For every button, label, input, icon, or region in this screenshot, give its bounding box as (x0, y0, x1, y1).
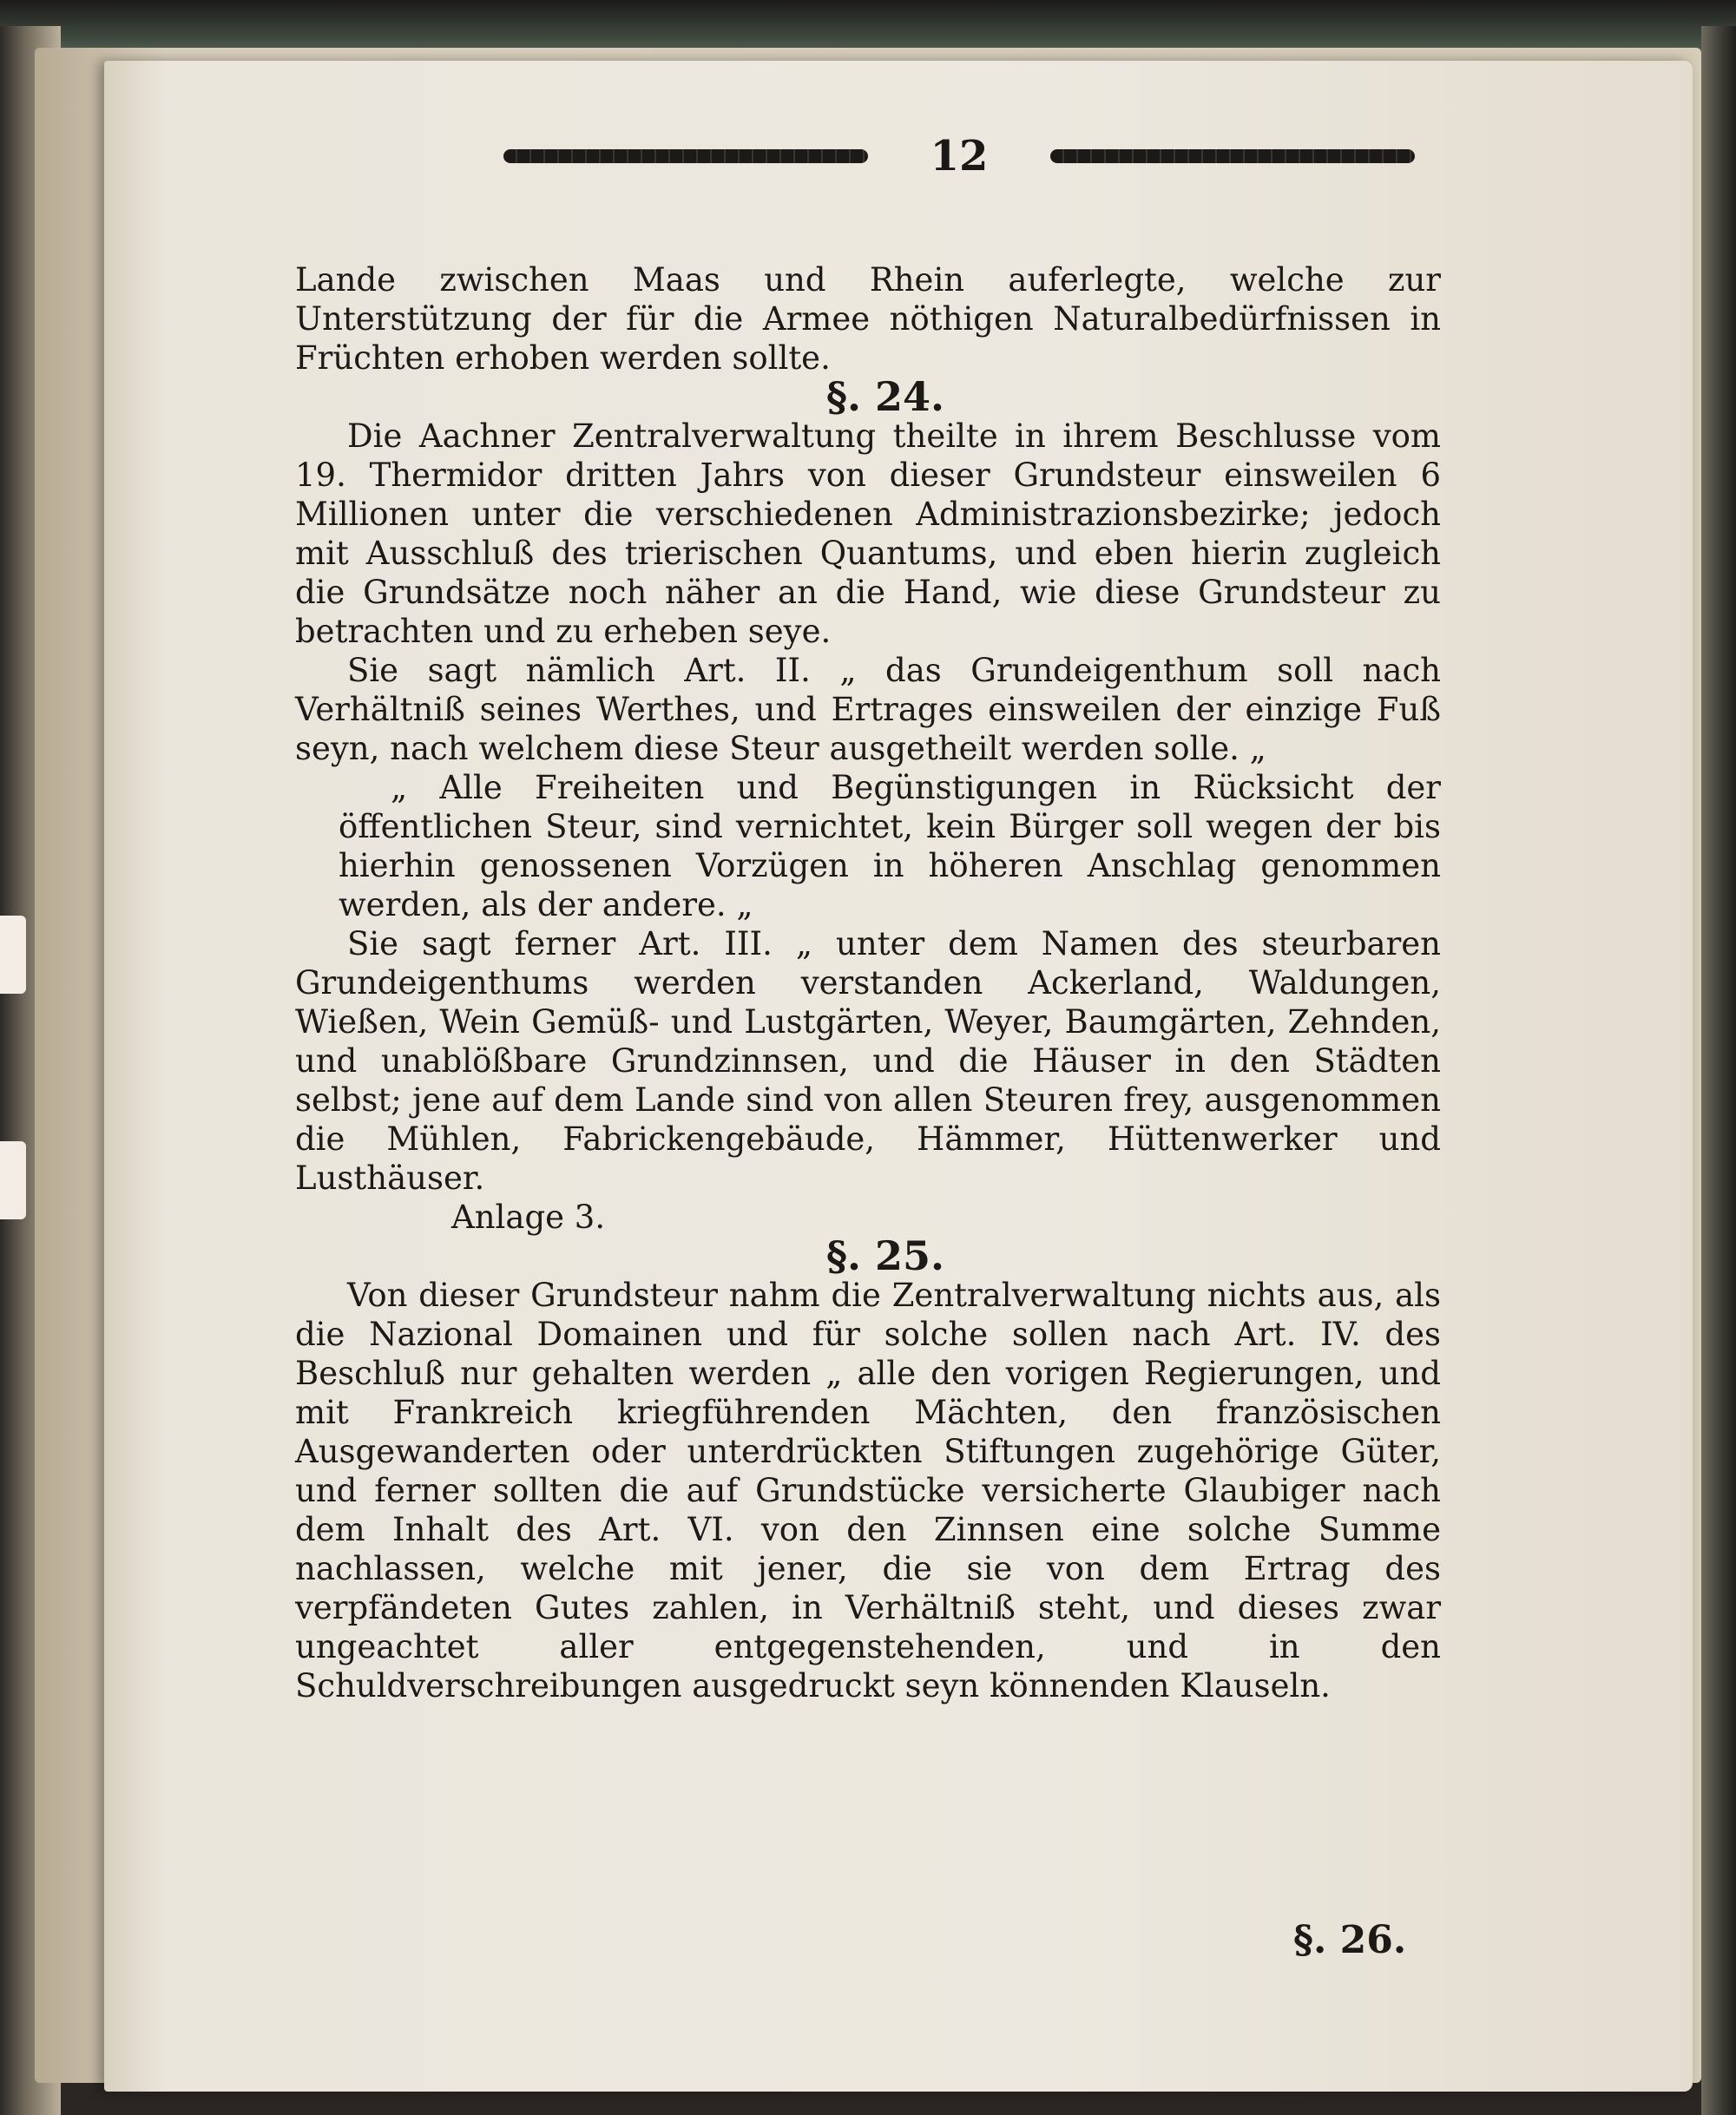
page-tab-marker (0, 916, 26, 994)
page-body (295, 260, 1441, 1705)
page-tab-marker (0, 1141, 26, 1219)
paragraph-exemptions: Von dieser Grundsteur nahm die Zentralverwaltung nichts aus, als die Nazional Domainen und für solche sollen nach Art. IV. des Beschluß nur gehalten werden „ alle den vorigen Regierungen, und mit Frankreich kriegführenden Mächten, den französischen Ausgewanderten oder unterdrückten Stiftungen zugehörige Güter, und ferner sollten die auf Grundstücke versicherte Glaubiger nach dem Inhalt des Art. VI. von den Zinnsen eine solche Summe nachlassen, welche mit jener, die sie von dem Ertrag des verpfändeten Gutes zahlen, in Verhältniß steht, und dieses zwar ungeachtet aller entgegenstehenden, und in den Schuldverschreibungen ausgedruckt seyn könnenden Klauseln. (295, 1277, 1441, 1704)
catchword: §. 26. (1293, 1918, 1407, 1962)
header-rule-right (1050, 149, 1415, 163)
header-rule-left (503, 149, 868, 163)
paragraph-article-3: Sie sagt ferner Art. III. „ unter dem Namen des steurbaren Grundeigenthums werden verstanden Ackerland, Waldungen, Wießen, Wein Gemüß- und Lustgärten, Weyer, Baumgärten, Zehnden, und unablößbare Grundzinnsen, und die Häuser in den Städten selbst; jene auf dem Lande sind von allen Steuren frey, ausgenommen die Mühlen, Fabrickengebäude, Hämmer, Hüttenwerker und Lusthäuser. (295, 925, 1441, 1197)
paragraph-zentralverwaltung: Die Aachner Zentralverwaltung theilte in ihrem Beschlusse vom 19. Thermidor dritten Jahrs von dieser Grundsteur einsweilen 6 Millionen unter die verschiedenen Administrazionsbezirke; jedoch mit Ausschluß des trierischen Quantums, und eben hierin zugleich die Grundsätze noch näher an die Hand, wie diese Grundsteur zu betrachten und zu erheben seye. (295, 417, 1441, 650)
page-number: 12 (930, 132, 989, 181)
book-right-edge (1701, 26, 1736, 2115)
paragraph-continuation: Lande zwischen Maas und Rhein auferlegte, welche zur Unterstützung der für die Armee nöthigen Naturalbedürfnissen in Früchten erhoben werden sollte. (295, 261, 1441, 377)
paragraph-article-2: Sie sagt nämlich Art. II. „ das Grundeigenthum soll nach Verhältniß seines Werthes, und Ertrages einsweilen der einzige Fuß seyn, nach welchem diese Steur ausgetheilt werden solle. „ (295, 652, 1441, 767)
paragraph-freiheiten: „ Alle Freiheiten und Begünstigungen in Rücksicht der öffentlichen Steur, sind vernichtet, kein Bürger soll wegen der bis hierhin genossenen Vorzügen in höheren Anschlag genommen werden, als der andere. „ (339, 769, 1441, 923)
page-header (503, 117, 1415, 195)
attachment-reference: Anlage 3. (451, 1199, 606, 1236)
section-heading-24: §. 24. (825, 373, 945, 420)
section-heading-25: §. 25. (825, 1232, 945, 1279)
